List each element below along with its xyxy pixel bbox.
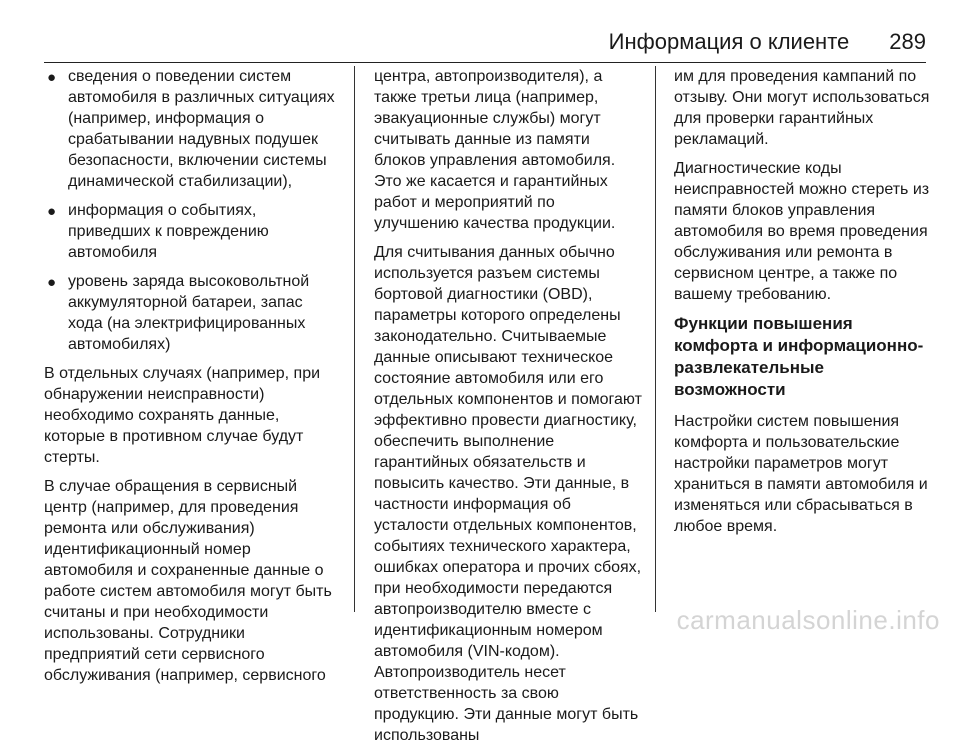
paragraph: В отдельных случаях (например, при обнаружении неисправности) необходимо сохранять данные, которые в противном случае будут стерты. <box>44 365 321 466</box>
page-header <box>44 22 926 63</box>
list-item-text: информация о событиях, приведших к повреждению автомобиля <box>68 202 269 261</box>
paragraph: центра, автопроизводителя), а также третьи лица (например, эвакуационные службы) могут считывать данные из памяти блоков управления автомобиля. Это же касается и гарантийных работ и мероприятий по улучшению качества продукции. <box>374 68 616 232</box>
section-heading: Функции повышения комфорта и информационно-развлекательные возможности <box>674 314 924 399</box>
column-2 <box>374 66 642 754</box>
paragraph: В случае обращения в сервисный центр (например, для проведения ремонта или обслуживания) идентификационный номер автомобиля и сохраненные данные о работе систем автомобиля могут быть считаны и при необходимости использованы. Сотрудники предприятий сети сервисного обслуживания (например, сервисного <box>44 478 332 684</box>
list-item-text: сведения о поведении систем автомобиля в различных ситуациях (например, информация о срабатывании надувных подушек безопасности, включении системы динамической стабилизации), <box>68 68 335 190</box>
list-item <box>44 66 340 192</box>
paragraph: Диагностические коды неисправностей можно стереть из памяти блоков управления автомобиля во время проведения обслуживания или ремонта в сервисном центре, а также по вашему требованию. <box>674 160 930 303</box>
bullet-icon: ● <box>47 69 57 86</box>
column-3 <box>674 66 936 545</box>
list-item <box>44 200 340 263</box>
paragraph: им для проведения кампаний по отзыву. Они могут использоваться для проверки гарантийных рекламаций. <box>674 68 930 148</box>
list-item-text: уровень заряда высоковольтной аккумуляторной батареи, запас хода (на электрифицированных автомобилях) <box>68 273 310 353</box>
column-1 <box>44 66 340 694</box>
watermark: carmanualsonline.info <box>676 605 940 635</box>
bullet-icon: ● <box>47 274 57 291</box>
paragraph: Настройки систем повышения комфорта и пользовательские настройки параметров могут храниться в памяти автомобиля и изменяться или сбрасываться в любое время. <box>674 413 928 535</box>
column-divider <box>655 66 656 612</box>
bullet-list <box>44 66 340 355</box>
page-number: 289 <box>889 29 926 54</box>
column-divider <box>354 66 355 612</box>
page-title: Информация о клиенте <box>608 29 850 54</box>
bullet-icon: ● <box>47 203 57 220</box>
list-item <box>44 271 340 355</box>
paragraph: Для считывания данных обычно используется разъем системы бортовой диагностики (OBD), параметры которого определены законодательно. Считываемые данные описывают техническое состояние автомобиля или его отдельных компонентов и помогают эффективно провести диагностику, обеспечить выполнение гарантийных обязательств и повысить качество. Эти данные, в частности информация об усталости отдельных компонентов, событиях технического характера, ошибках оператора и прочих сбоях, при необходимости передаются автопроизводителю вместе с идентификационным номером автомобиля (VIN-кодом). Автопроизводитель несет ответственность за свою продукцию. Эти данные могут быть использованы <box>374 244 642 744</box>
